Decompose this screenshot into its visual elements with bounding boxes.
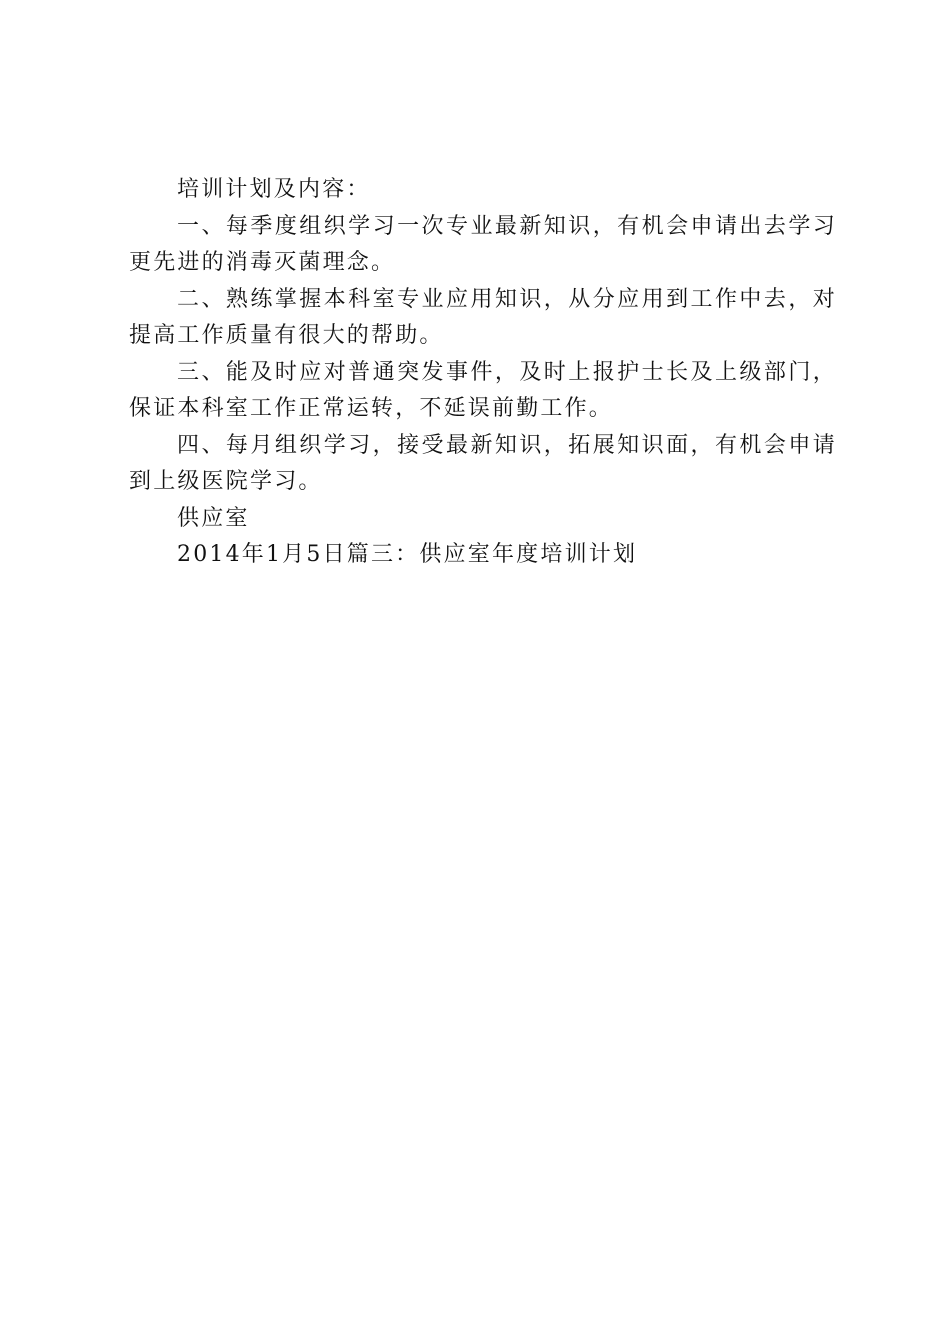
signature-department: 供应室 <box>177 505 250 531</box>
document-body <box>129 172 837 574</box>
plan-item-4: 四、每月组织学习，接受最新知识，拓展知识面，有机会申请到上级医院学习。 <box>129 432 837 494</box>
date-and-next-title: 2014年1月5日篇三：供应室年度培训计划 <box>177 542 638 567</box>
plan-item-1: 一、每季度组织学习一次专业最新知识，有机会申请出去学习更先进的消毒灭菌理念。 <box>129 213 837 275</box>
section-heading: 培训计划及内容： <box>177 177 371 202</box>
plan-item-2: 二、熟练掌握本科室专业应用知识，从分应用到工作中去，对提高工作质量有很大的帮助。 <box>129 286 837 348</box>
plan-item-3: 三、能及时应对普通突发事件，及时上报护士长及上级部门，保证本科室工作正常运转，不延误前勤工作。 <box>129 359 837 421</box>
